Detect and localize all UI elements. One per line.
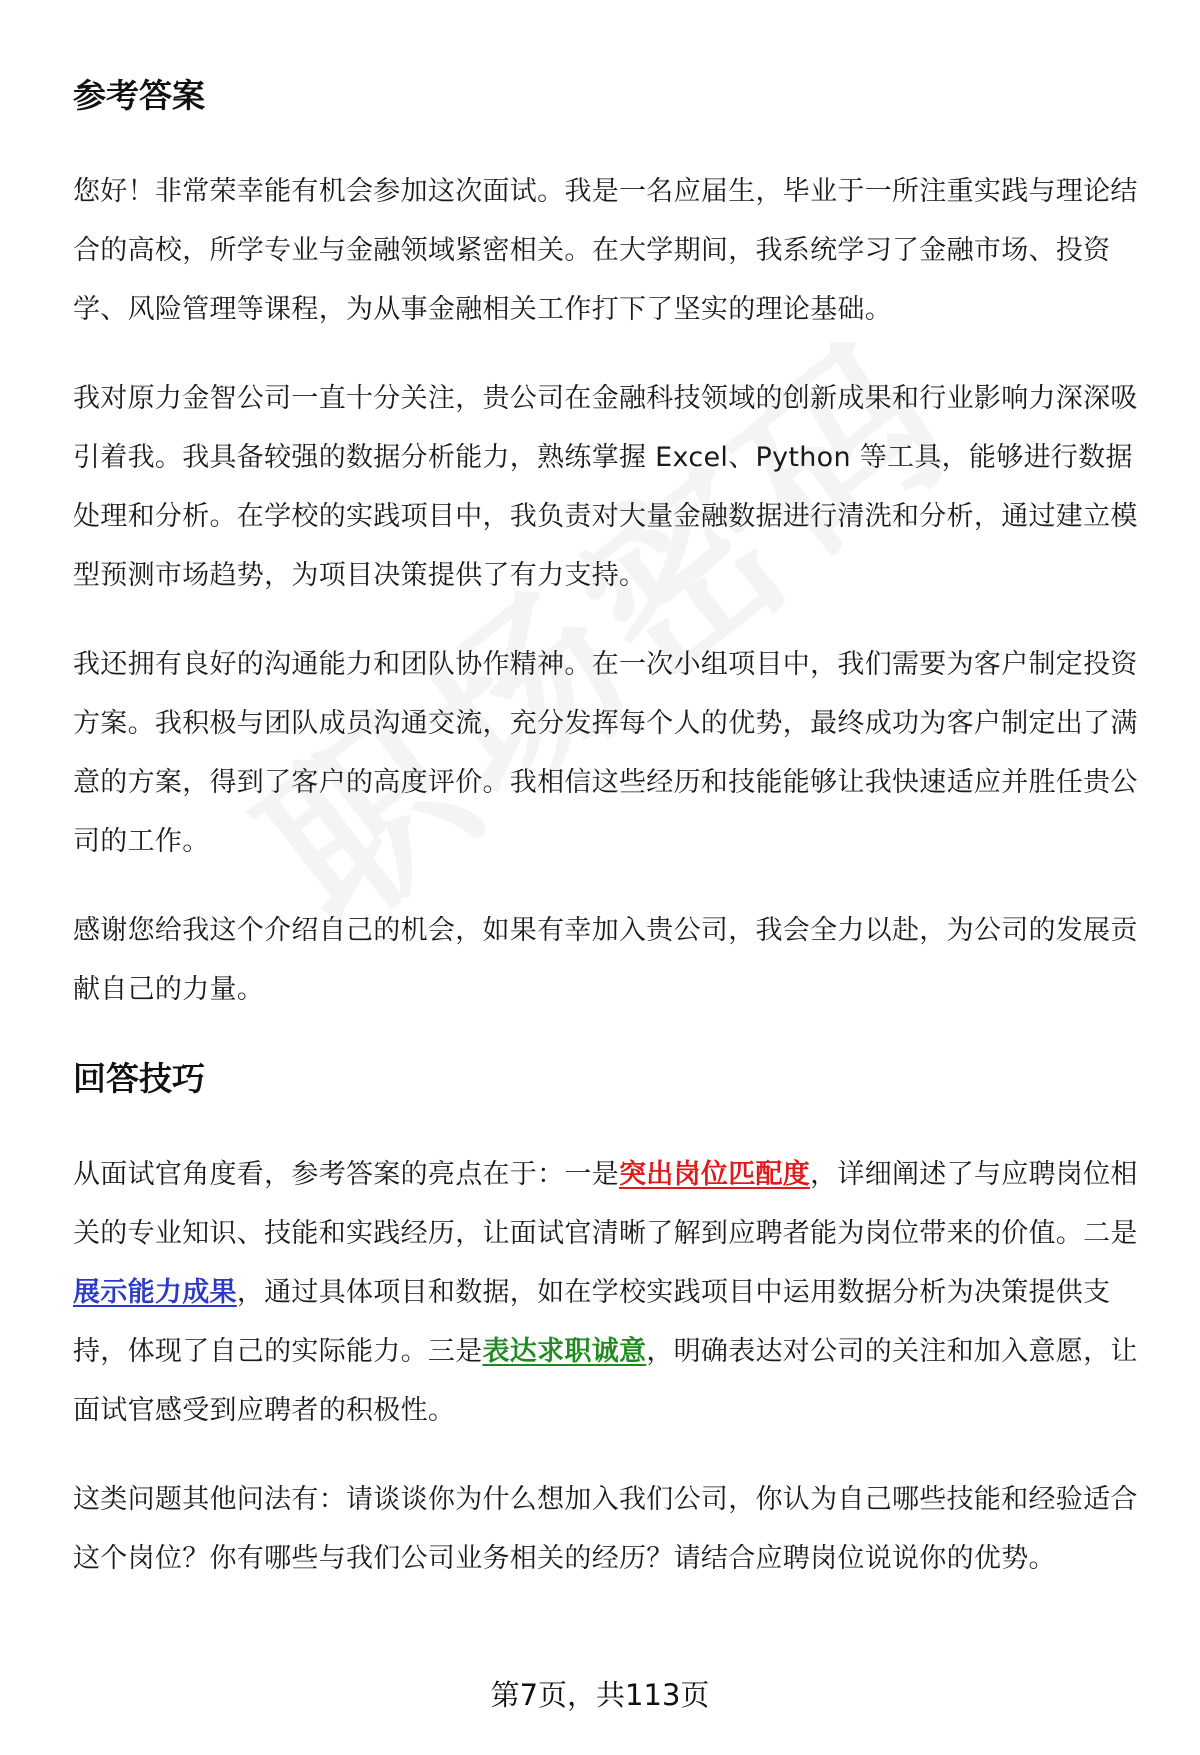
answer-paragraph-4: 感谢您给我这个介绍自己的机会，如果有幸加入贵公司，我会全力以赴，为公司的发展贡献自己的力量。 [73, 915, 1138, 1005]
tips-text-2: ，详细阐述了与应聘岗位相关的专业知识、技能和实践经历，让面试官清晰了解到应聘者能为岗位带来的价值。二是 [73, 1159, 1138, 1249]
other-questions-paragraph: 这类问题其他问法有：请谈谈你为什么想加入我们公司，你认为自己哪些技能和经验适合这个岗位？你有哪些与我们公司业务相关的经历？请结合应聘岗位说说你的优势。 [73, 1484, 1138, 1574]
tips-text-4: ，明确表达对公司的关注和加入意愿，让面试官感受到应聘者的积极性。 [73, 1336, 1138, 1426]
highlight-sincerity: 表达求职诚意 [482, 1336, 647, 1367]
highlight-ability-results: 展示能力成果 [73, 1277, 237, 1308]
tips-text-1: 从面试官角度看，参考答案的亮点在于：一是 [73, 1159, 619, 1190]
reference-answer-title: 参考答案 [73, 76, 205, 115]
tips-text-3: ，通过具体项目和数据，如在学校实践项目中运用数据分析为决策提供支持，体现了自己的实际能力。三是 [73, 1277, 1111, 1367]
answer-paragraph-1: 您好！非常荣幸能有机会参加这次面试。我是一名应届生，毕业于一所注重实践与理论结合的高校，所学专业与金融领域紧密相关。在大学期间，我系统学习了金融市场、投资学、风险管理等课程，为从事金融相关工作打下了坚实的理论基础。 [73, 176, 1138, 325]
content-area [73, 68, 1153, 1618]
tips-paragraph [73, 1145, 1153, 1440]
answer-tips-title: 回答技巧 [73, 1059, 205, 1098]
page-number: 第7页，共113页 [490, 1678, 710, 1712]
answer-paragraph-2: 我对原力金智公司一直十分关注，贵公司在金融科技领域的创新成果和行业影响力深深吸引着我。我具备较强的数据分析能力，熟练掌握 Excel、Python 等工具，能够进行数据处理和分析。在学校的实践项目中，我负责对大量金融数据进行清洗和分析，通过建立模型预测市场趋势，为项目决策提供了有力支持。 [73, 383, 1138, 591]
highlight-job-match: 突出岗位匹配度 [619, 1159, 811, 1190]
answer-paragraph-3: 我还拥有良好的沟通能力和团队协作精神。在一次小组项目中，我们需要为客户制定投资方案。我积极与团队成员沟通交流，充分发挥每个人的优势，最终成功为客户制定出了满意的方案，得到了客户的高度评价。我相信这些经历和技能能够让我快速适应并胜任贵公司的工作。 [73, 649, 1138, 857]
